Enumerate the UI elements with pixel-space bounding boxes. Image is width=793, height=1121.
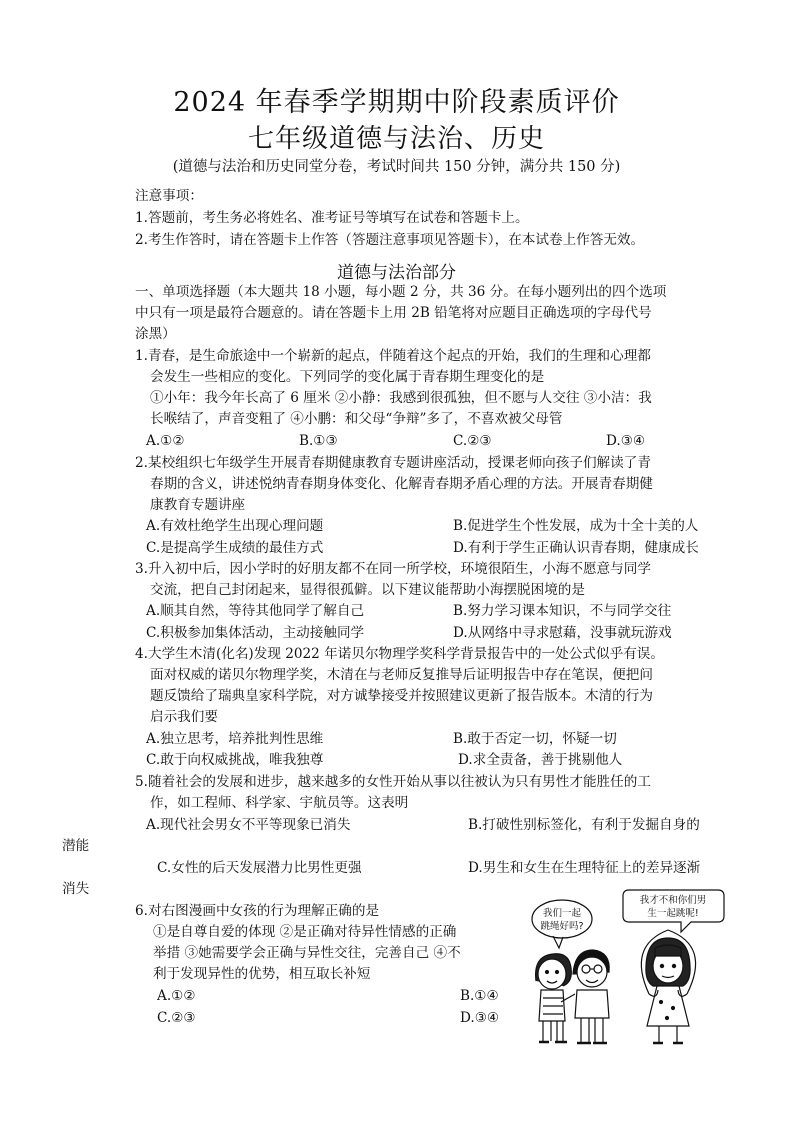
option-b: B.打破性别标签化，有利于发掘自身的 (468, 817, 700, 833)
option-b: B.促进学生个性发展，成为十全十美的人 (453, 518, 699, 534)
boys-speech-bubble (532, 900, 592, 938)
option-c: C.女性的后天发展潜力比男性更强 (157, 860, 362, 876)
option-c: C.②③ (157, 1010, 196, 1026)
option-b: B.敢于否定一切，怀疑一切 (453, 731, 617, 747)
question-stem: 1.青春，是生命旅途中一个崭新的起点，伴随着这个起点的开始，我们的生理和心理都 (135, 348, 651, 364)
question-stem: 2.某校组织七年级学生开展青春期健康教育专题讲座活动，授课老师向孩子们解读了青 (135, 455, 651, 471)
comic-illustration (531, 886, 728, 1046)
option-d: D.从网络中寻求慰藉，没事就玩游戏 (453, 625, 672, 641)
option-a: A.独立思考，培养批判性思维 (146, 731, 324, 747)
question-stem: 6.对右图漫画中女孩的行为理解正确的是 (135, 903, 380, 919)
question-stem: 春期的含义，讲述悦纳青春期身体变化、化解青春期矛盾心理的方法。开展青春期健 (150, 476, 653, 492)
option-a: A.①② (146, 433, 185, 449)
option-c: C.是提高学生成绩的最佳方式 (146, 540, 324, 556)
question-stem: 3.升入初中后，因小学时的好朋友都不在同一所学校，环境很陌生，小海不愿意与同学 (135, 561, 651, 577)
instruction-line: 涂黑） (135, 326, 176, 342)
question-stem: 康教育专题讲座 (150, 497, 246, 513)
boys-bubble-line: 我们一起 (542, 908, 582, 919)
instruction-line: 中只有一项是最符合题意的。请在答题卡上用 2B 铅笔将对应题目正确选项的字母代号 (135, 305, 652, 321)
question-stem: 举措 ③她需要学会正确与异性交往，完善自己 ④不 (153, 945, 461, 961)
exam-subtitle: 七年级道德与法治、历史 (247, 124, 545, 154)
question-stem: 会发生一些相应的变化。下列同学的变化属于青春期生理变化的是 (150, 369, 545, 385)
option-d: D.③④ (606, 433, 646, 449)
option-b: B.①③ (299, 433, 338, 449)
option-c: C.敢于向权威挑战，唯我独尊 (146, 752, 324, 768)
question-stem: 作，如工程师、科学家、宇航员等。这表明 (150, 795, 409, 811)
notes-heading: 注意事项： (135, 188, 203, 204)
question-stem: 题反馈给了瑞典皇家科学院，对方诚挚接受并按照建议更新了报告版本。木清的行为 (150, 688, 653, 704)
note-item: 1.答题前，考生务必将姓名、准考证号等填写在试卷和答题卡上。 (135, 210, 529, 226)
option-a: A.①② (157, 988, 196, 1004)
question-stem: 交流，把自己封闭起来，显得很孤僻。以下建议能帮助小海摆脱困境的是 (150, 582, 585, 598)
note-item: 2.考生作答时，请在答题卡上作答（答题注意事项见答题卡），在本试卷上作答无效。 (135, 232, 645, 248)
section-title: 道德与法治部分 (337, 263, 456, 283)
question-stem: 利于发现异性的优势，相互取长补短 (153, 966, 371, 982)
option-d: D.男生和女生在生理特征上的差异逐渐 (468, 860, 701, 876)
option-b-wrap: 潜能 (62, 838, 90, 854)
girl-figure (641, 930, 695, 1043)
boys-bubble-line: 跳绳好吗? (540, 921, 584, 932)
question-stem: 5.随着社会的发展和进步，越来越多的女性开始从事以往被认为只有男性才能胜任的工 (135, 774, 651, 790)
option-a: A.顺其自然，等待其他同学了解自己 (146, 603, 365, 619)
question-stem: ①小年：我今年长高了 6 厘米 ②小静：我感到很孤独，但不愿与人交往 ③小洁：我 (150, 390, 652, 406)
girl-bubble-line: 我才不和你们男 (639, 895, 707, 906)
option-a: A.有效杜绝学生出现心理问题 (146, 518, 324, 534)
instruction-line: 一、单项选择题（本大题共 18 小题，每小题 2 分，共 36 分。在每小题列出的四个选项 (135, 284, 667, 300)
option-b: B.努力学习课本知识，不与同学交往 (453, 603, 672, 619)
question-stem: 启示我们要 (150, 709, 218, 725)
question-stem: ①是自尊自爱的体现 ②是正确对待异性情感的正确 (153, 924, 457, 940)
boy-figure-left (536, 954, 572, 1042)
option-a: A.现代社会男女不平等现象已消失 (146, 817, 351, 833)
option-d-wrap: 消失 (62, 881, 90, 897)
exam-info: (道德与法治和历史同堂分卷，考试时间共 150 分钟，满分共 150 分) (172, 159, 621, 175)
question-stem: 4.大学生木清(化名)发现 2022 年诺贝尔物理学奖科学背景报告中的一处公式似乎有误。 (135, 646, 664, 662)
option-d: D.③④ (460, 1010, 500, 1026)
question-stem: 长喉结了，声音变粗了 ④小鹏：和父母“争辩”多了，不喜欢被父母管 (150, 411, 563, 427)
question-stem: 面对权威的诺贝尔物理学奖，木清在与老师反复推导后证明报告中存在笔误，便把问 (150, 667, 653, 683)
exam-title: 2024 年春季学期期中阶段素质评价 (173, 87, 620, 118)
option-c: C.②③ (453, 433, 492, 449)
option-d: D.求全责备，善于挑剔他人 (458, 752, 623, 768)
option-d: D.有利于学生正确认识青春期，健康成长 (453, 540, 699, 556)
option-c: C.积极参加集体活动，主动接触同学 (146, 625, 365, 641)
girl-bubble-line: 生一起跳呢! (647, 908, 699, 919)
option-b: B.①④ (460, 988, 499, 1004)
